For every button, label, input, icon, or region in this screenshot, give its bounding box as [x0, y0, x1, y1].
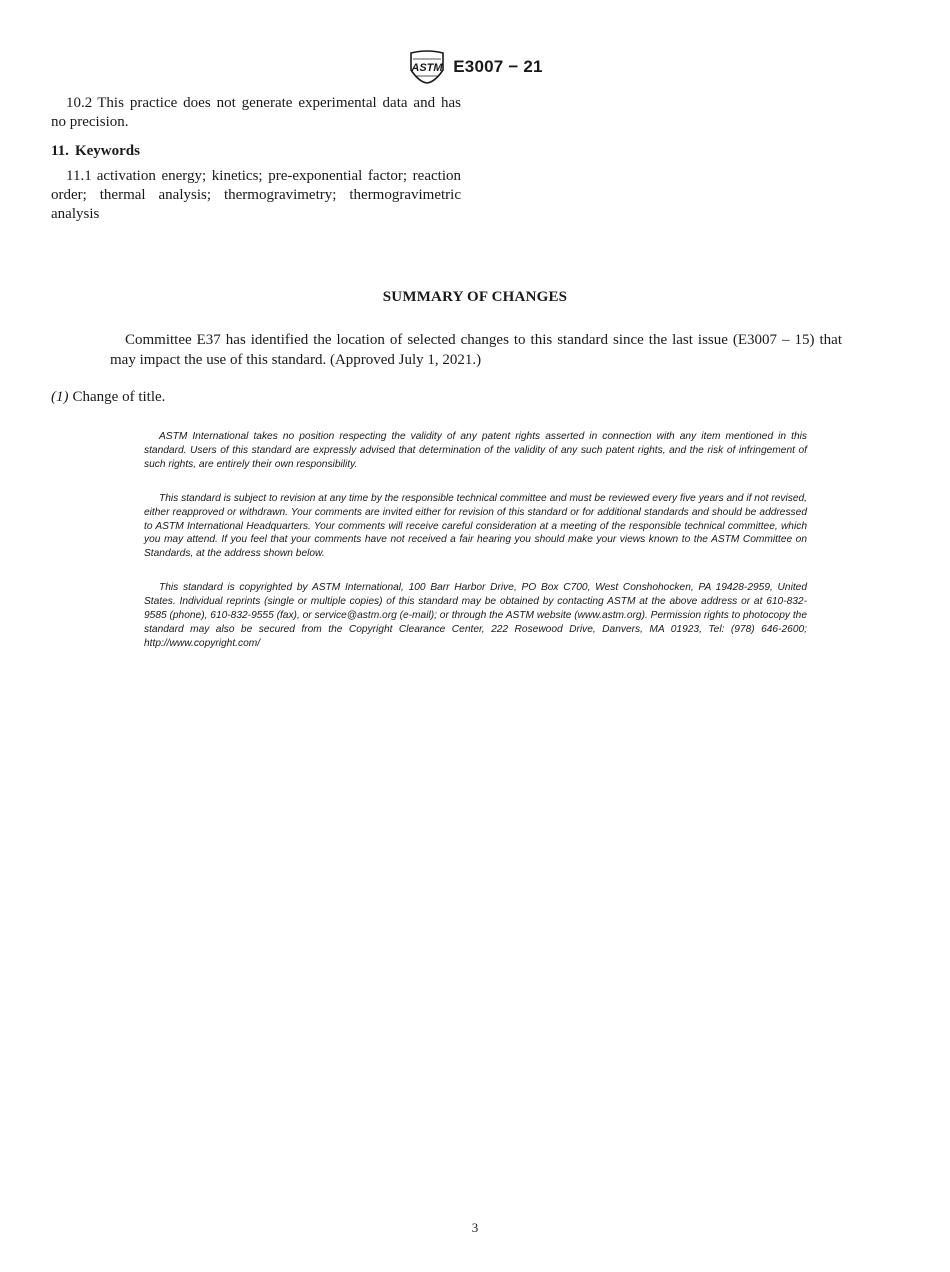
legal-notices	[144, 430, 807, 671]
summary-body: Committee E37 has identified the location of selected changes to this standard since the last issue (E3007 – 15) that may impact the use of this standard. (Approved July 1, 2021.)	[110, 332, 842, 368]
section-number: 11.	[51, 143, 69, 159]
section-heading-keywords	[51, 142, 461, 161]
paragraph-number: 10.2	[66, 95, 93, 111]
paragraph-10-2	[51, 94, 461, 132]
astm-logo-icon	[407, 50, 447, 84]
paragraph-number: 11.1	[66, 168, 92, 184]
change-text: Change of title.	[72, 389, 166, 405]
paragraph-text: activation energy; kinetics; pre-exponential factor; reaction order; thermal analysis; thermogravimetry; thermogravimetric analysis	[51, 168, 461, 222]
revision-notice: This standard is subject to revision at any time by the responsible technical committee and must be reviewed every five years and if not revised, either reapproved or withdrawn. Your comments are invited either for revision of this standard or for additional standards and should be addressed to ASTM International Headquarters. Your comments will receive careful consideration at a meeting of the responsible technical committee, which you may attend. If you feel that your comments have not received a fair hearing you should make your views known to the ASTM Committee on Standards, at the address shown below.	[144, 492, 807, 560]
summary-of-changes-title: SUMMARY OF CHANGES	[382, 289, 568, 305]
change-index: (1)	[51, 389, 69, 405]
standard-designation: E3007 − 21	[453, 57, 543, 76]
change-item	[51, 389, 165, 406]
svg-text:ASTM: ASTM	[411, 62, 443, 74]
page-header	[0, 50, 950, 89]
section-title: Keywords	[74, 143, 140, 159]
left-column	[51, 94, 461, 224]
copyright-notice: This standard is copyrighted by ASTM International, 100 Barr Harbor Drive, PO Box C700, West Conshohocken, PA 19428-2959, United States. Individual reprints (single or multiple copies) of this standard may be obtained by contacting ASTM at the above address or at 610-832-9585 (phone), 610-832-9555 (fax), or service@astm.org (e-mail); or through the ASTM website (www.astm.org). Permission rights to photocopy the standard may also be secured from the Copyright Clearance Center, 222 Rosewood Drive, Danvers, MA 01923, Tel: (978) 646-2600; http://www.copyright.com/	[144, 582, 807, 649]
patent-notice: ASTM International takes no position respecting the validity of any patent rights asserted in connection with any item mentioned in this standard. Users of this standard are expressly advised that determination of the validity of any such patent rights, and the risk of infringement of such rights, are entirely their own responsibility.	[144, 431, 807, 470]
paragraph-11-1	[51, 167, 461, 224]
page-number: 3	[471, 1220, 479, 1235]
header-inner	[407, 50, 542, 84]
paragraph-text: This practice does not generate experimental data and has no precision.	[51, 95, 461, 130]
